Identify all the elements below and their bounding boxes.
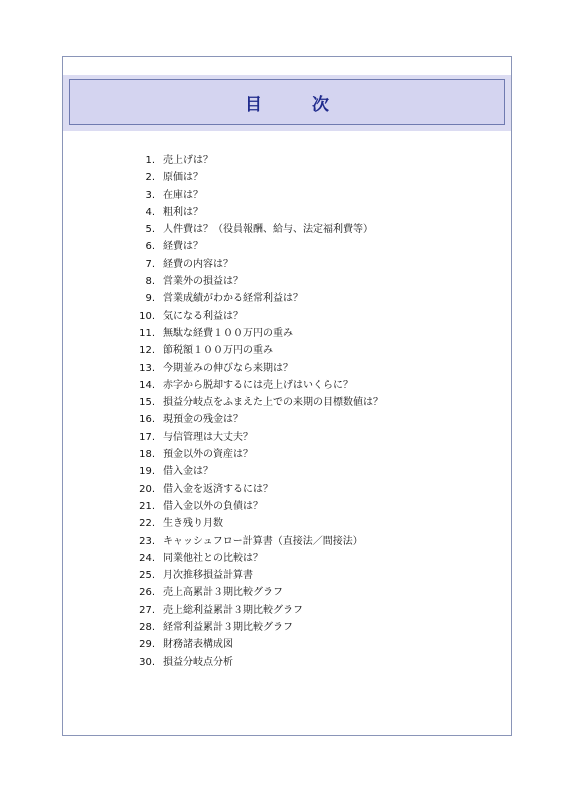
toc-item-label: 気になる利益は？ (163, 310, 243, 322)
toc-item-number: 1. (145, 155, 155, 166)
toc-item (135, 533, 505, 550)
toc-item (135, 636, 505, 653)
toc-item-number: 2. (145, 172, 155, 184)
toc-item-label: 財務諸表構成図 (163, 639, 233, 651)
toc-item-label: 預金以外の資産は？ (163, 449, 253, 461)
toc-item-label: 損益分岐点をふまえた上での来期の目標数値は？ (163, 397, 383, 409)
toc-item (135, 238, 505, 255)
toc-item-label: 経費は？ (163, 241, 203, 253)
title-band (63, 75, 511, 131)
toc-item-label: 人件費は？（役員報酬、給与、法定福利費等） (163, 224, 373, 236)
document-page (62, 56, 512, 736)
toc-item (135, 411, 505, 428)
toc-item-label: 借入金以外の負債は？ (163, 500, 263, 512)
toc-item-number: 18. (139, 449, 155, 461)
toc-item (135, 290, 505, 307)
toc-item (135, 169, 505, 186)
toc-item (135, 342, 505, 359)
toc-item-number: 27. (139, 604, 155, 616)
toc-item-label: 生き残り月数 (163, 518, 223, 530)
toc-item (135, 550, 505, 567)
toc-item-label: 営業外の損益は？ (163, 276, 243, 288)
toc-item-label: 借入金は？ (163, 466, 213, 478)
toc-item-label: 無駄な経費１００万円の重み (163, 327, 293, 339)
toc-item-label: 売上げは？ (163, 155, 213, 166)
toc-item (135, 481, 505, 498)
toc-item-label: 節税額１００万円の重み (163, 345, 273, 357)
toc-item-number: 9. (145, 293, 155, 305)
toc-item (135, 377, 505, 394)
toc-item-number: 23. (139, 535, 155, 547)
toc-item-number: 16. (139, 414, 155, 426)
toc-item-label: 借入金を返済するには？ (163, 483, 273, 495)
toc-item (135, 654, 505, 671)
toc-item-number: 14. (139, 379, 155, 391)
toc-item-number: 10. (139, 310, 155, 322)
toc-item-number: 6. (145, 241, 155, 253)
toc-item-number: 17. (139, 431, 155, 443)
toc-item-number: 12. (139, 345, 155, 357)
toc-item-label: 今期並みの伸びなら来期は？ (163, 362, 293, 374)
toc-item-number: 20. (139, 483, 155, 495)
toc-item-label: 経費の内容は？ (163, 258, 233, 270)
toc-item (135, 567, 505, 584)
toc-item-label: 原価は？ (163, 172, 203, 184)
toc-item-number: 29. (139, 639, 155, 651)
toc-item (135, 204, 505, 221)
toc-item-label: 粗利は？ (163, 206, 203, 218)
toc-item-label: 同業他社との比較は？ (163, 552, 263, 564)
toc-item-number: 4. (145, 206, 155, 218)
toc-item (135, 152, 505, 169)
toc-item (135, 325, 505, 342)
toc-item (135, 429, 505, 446)
toc-item-number: 3. (145, 189, 155, 201)
toc-item (135, 602, 505, 619)
toc-item (135, 619, 505, 636)
toc-item (135, 273, 505, 290)
toc-item (135, 256, 505, 273)
toc-item-label: キャッシュフロー計算書（直接法／間接法） (163, 535, 363, 547)
toc-item-number: 30. (139, 656, 155, 668)
table-of-contents (135, 152, 505, 671)
toc-item-number: 11. (139, 327, 155, 339)
toc-item-label: 営業成績がわかる経常利益は？ (163, 293, 303, 305)
toc-item (135, 446, 505, 463)
toc-item-number: 26. (139, 587, 155, 599)
toc-item-number: 25. (139, 570, 155, 582)
toc-item-label: 損益分岐点分析 (163, 656, 233, 668)
toc-item-number: 24. (139, 552, 155, 564)
toc-item-number: 22. (139, 518, 155, 530)
toc-item-number: 21. (139, 500, 155, 512)
toc-item-label: 現預金の残金は？ (163, 414, 243, 426)
toc-item (135, 515, 505, 532)
toc-item-number: 5. (145, 224, 155, 236)
title-box (69, 79, 505, 125)
toc-item-label: 赤字から脱却するには売上げはいくらに？ (163, 379, 353, 391)
toc-item-label: 経常利益累計３期比較グラフ (163, 622, 293, 634)
toc-item-label: 在庫は？ (163, 189, 203, 201)
toc-item-number: 13. (139, 362, 155, 374)
toc-item (135, 463, 505, 480)
toc-item-label: 売上高累計３期比較グラフ (163, 587, 283, 599)
toc-item (135, 360, 505, 377)
toc-item (135, 221, 505, 238)
toc-item-number: 28. (139, 622, 155, 634)
toc-item (135, 187, 505, 204)
toc-item-label: 与信管理は大丈夫？ (163, 431, 253, 443)
toc-item (135, 584, 505, 601)
toc-item-label: 月次推移損益計算書 (163, 570, 253, 582)
toc-item (135, 498, 505, 515)
toc-item-label: 売上総利益累計３期比較グラフ (163, 604, 303, 616)
toc-item-number: 7. (145, 258, 155, 270)
page-title: 目 次 (245, 94, 351, 115)
toc-item-number: 8. (145, 276, 155, 288)
toc-item-number: 19. (139, 466, 155, 478)
toc-item (135, 394, 505, 411)
toc-item-number: 15. (139, 397, 155, 409)
toc-item (135, 308, 505, 325)
